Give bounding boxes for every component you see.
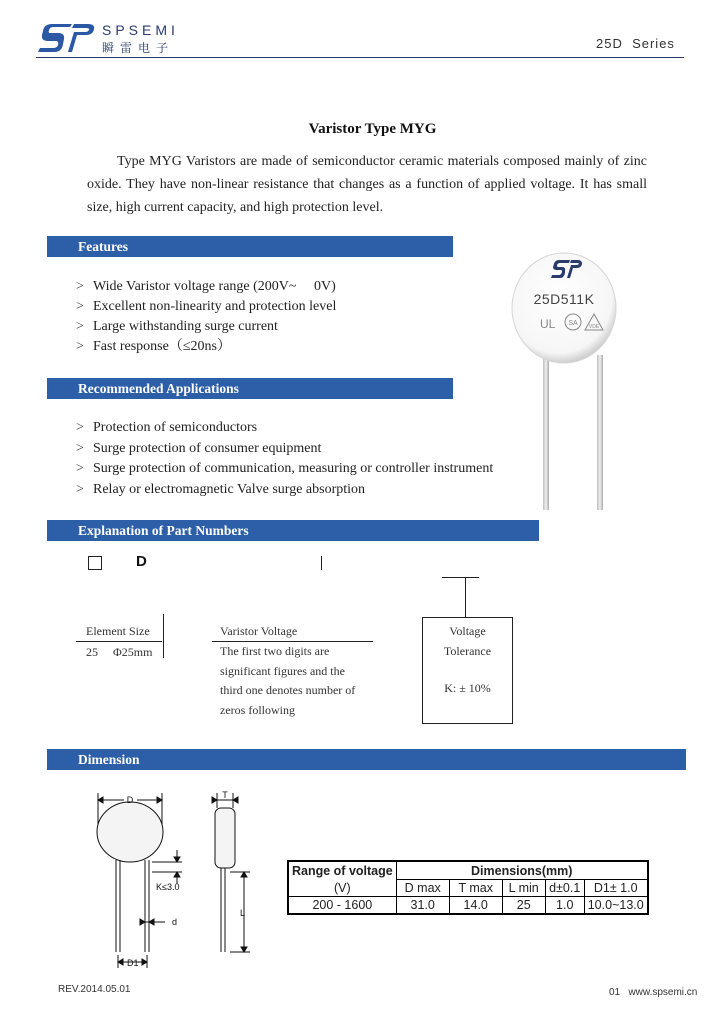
brand-name: SPSEMI: [102, 22, 179, 38]
list-item: > Surge protection of consumer equipment: [76, 440, 322, 456]
d-dimension-label: D: [126, 795, 134, 805]
dimension-drawing: [90, 790, 260, 970]
code-letter: D: [136, 553, 147, 570]
brand-name-chinese: 瞬雷电子: [102, 41, 175, 55]
tolerance-box: [422, 617, 513, 724]
d-max-header: D max: [396, 880, 449, 897]
lead-dia-header: d±0.1: [545, 880, 584, 897]
lead-left: [543, 355, 549, 510]
voltage-range-header: Range of voltage: [288, 861, 396, 880]
l-dimension-label: L: [240, 908, 246, 918]
code-separator: [321, 556, 322, 570]
list-item: > Excellent non-linearity and protection level: [76, 299, 337, 314]
list-item: > Fast response（≤20ns）: [76, 339, 231, 354]
ul-cert-icon: UL: [540, 317, 556, 331]
part-numbers-heading: Explanation of Part Numbers: [47, 520, 539, 541]
intro-paragraph: Type MYG Varistors are made of semiconductor ceramic materials composed mainly of zinc oxide. They have non-linear resistance that changes as a function of applied voltage. It has small size, high current capacity, and high protection level.: [87, 154, 647, 215]
list-item: > Large withstanding surge current: [76, 319, 278, 334]
voltage-unit-header: (V): [288, 880, 396, 897]
tolerance-connector: [465, 577, 466, 617]
lead-right: [597, 355, 603, 510]
varistor-voltage-desc: The first two digits are significant figures and the third one denotes number of zeros following: [220, 644, 356, 717]
applications-list: [76, 418, 493, 501]
element-size-bracket: [163, 614, 164, 658]
vde-cert-label: VDE: [588, 324, 600, 330]
features-heading: Features: [47, 236, 453, 257]
dimension-table: [287, 860, 649, 915]
t-max-header: T max: [449, 880, 502, 897]
list-item: > Surge protection of communication, measuring or controller instrument: [76, 461, 494, 477]
list-item: > Protection of semiconductors: [76, 420, 258, 435]
table-row: 200 - 1600 31.0 14.0 25 1.0 10.0~13.0: [288, 897, 648, 915]
part-marking: 25D511K: [533, 291, 595, 307]
code-box: [88, 556, 102, 570]
d1-header: D1± 1.0: [584, 880, 648, 897]
sa-cert-label: SA: [568, 320, 578, 327]
tolerance-label-2: Tolerance: [443, 643, 492, 658]
element-size-label: Element Size: [86, 624, 150, 638]
features-list: [76, 277, 336, 357]
document-title: Varistor Type MYG: [308, 121, 437, 137]
dimension-heading: Dimension: [47, 749, 686, 770]
applications-heading: Recommended Applications: [47, 378, 453, 399]
tolerance-label: Voltage: [449, 624, 486, 638]
varistor-photo: [510, 240, 618, 510]
varistor-voltage-label: Varistor Voltage: [220, 624, 298, 638]
element-size-underline: [76, 641, 162, 642]
tolerance-connector-top: [442, 577, 479, 578]
d1-dimension-label: D1: [127, 958, 139, 968]
company-logo: [36, 24, 100, 54]
revision-label: REV.2014.05.01: [58, 984, 131, 995]
l-min-header: L min: [502, 880, 545, 897]
series-label: 25D Series: [596, 36, 675, 51]
list-item: > Wide Varistor voltage range (200V~ 0V): [76, 279, 336, 294]
t-dimension-label: T: [222, 790, 228, 800]
page-footer: 01 www.spsemi.cn: [609, 987, 698, 998]
header-divider: [36, 57, 684, 58]
k-dimension-label: K≤3.0: [156, 882, 180, 892]
list-item: > Relay or electromagnetic Valve surge absorption: [76, 482, 366, 498]
lead-diameter-label: d: [172, 917, 178, 927]
tolerance-value: K: ± 10%: [444, 681, 491, 695]
dimensions-header: Dimensions(mm): [396, 861, 648, 880]
element-size-value: 25 Φ25mm: [86, 645, 153, 659]
